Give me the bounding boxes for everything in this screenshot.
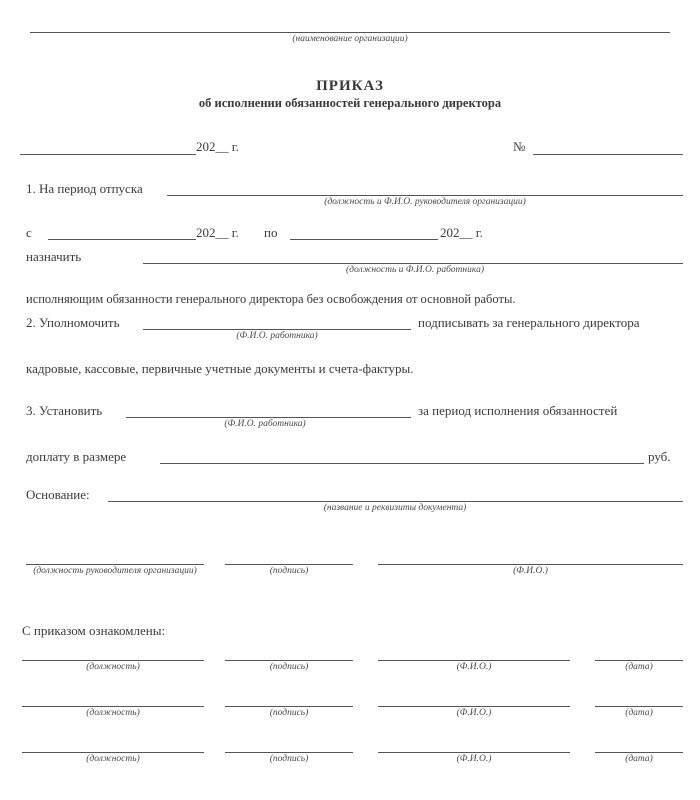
acquaint-fio-caption: (Ф.И.О.): [456, 754, 492, 764]
acquaint-fio-line[interactable]: [378, 706, 570, 707]
acquaint-date-line[interactable]: [595, 660, 683, 661]
sign-signature-line[interactable]: [225, 564, 353, 565]
assignee-caption: (должность и Ф.И.О. работника): [345, 265, 485, 275]
basis-label: Основание:: [26, 487, 90, 502]
item2-docs-text: кадровые, кассовые, первичные учетные документы и счета-фактуры.: [26, 361, 414, 376]
acquaint-fio-caption: (Ф.И.О.): [456, 662, 492, 672]
assignee-line[interactable]: [143, 263, 683, 264]
acquaint-date-line[interactable]: [595, 752, 683, 753]
acquaint-position-caption: (должность): [86, 754, 140, 764]
pay-label: доплату в размере: [26, 449, 127, 464]
acquaint-fio-caption: (Ф.И.О.): [456, 708, 492, 718]
page-title: ПРИКАЗ: [316, 78, 384, 94]
acquaint-position-line[interactable]: [22, 660, 204, 661]
from-label: с: [26, 225, 32, 240]
from-year: 202__ г.: [196, 225, 239, 240]
to-year: 202__ г.: [440, 225, 483, 240]
basis-line[interactable]: [108, 501, 683, 502]
acquaint-position-caption: (должность): [86, 662, 140, 672]
acquaint-date-caption: (дата): [625, 708, 653, 718]
sign-signature-caption: (подпись): [269, 566, 309, 576]
acquaint-date-caption: (дата): [625, 662, 653, 672]
page-subtitle: об исполнении обязанностей генерального директора: [198, 96, 502, 110]
authorized-caption: (Ф.И.О. работника): [236, 331, 318, 341]
to-date-line[interactable]: [290, 239, 438, 240]
item2-label: 2. Уполномочить: [26, 315, 120, 330]
acquaint-date-caption: (дата): [625, 754, 653, 764]
sign-fio-caption: (Ф.И.О.): [513, 566, 548, 576]
employee-caption: (Ф.И.О. работника): [224, 419, 306, 429]
date-year: 202__ г.: [196, 139, 239, 154]
item3-label: 3. Установить: [26, 403, 103, 418]
duty-text: исполняющим обязанности генерального директора без освобождения от основной работы.: [26, 292, 516, 306]
sign-position-caption: (должность руководителя организации): [33, 566, 197, 576]
org-name-line[interactable]: [30, 32, 670, 33]
basis-caption: (название и реквизиты документа): [323, 503, 467, 513]
acquaint-date-line[interactable]: [595, 706, 683, 707]
org-name-caption: (наименование организации): [292, 34, 408, 44]
sign-position-line[interactable]: [26, 564, 204, 565]
acquainted-label: С приказом ознакомлены:: [22, 623, 166, 638]
from-date-line[interactable]: [48, 239, 196, 240]
director-caption: (должность и Ф.И.О. руководителя организации): [324, 197, 526, 207]
number-label: №: [513, 139, 526, 154]
pay-amount-line[interactable]: [160, 463, 644, 464]
acquaint-signature-caption: (подпись): [269, 662, 309, 672]
to-label: по: [264, 225, 278, 240]
acquaint-fio-line[interactable]: [378, 752, 570, 753]
acquaint-fio-line[interactable]: [378, 660, 570, 661]
sign-fio-line[interactable]: [378, 564, 683, 565]
order-number-line[interactable]: [533, 154, 683, 155]
acquaint-signature-caption: (подпись): [269, 708, 309, 718]
item2-right-text: подписывать за генерального директора: [418, 315, 640, 330]
acquaint-signature-line[interactable]: [225, 706, 353, 707]
acquaint-signature-line[interactable]: [225, 752, 353, 753]
acquaint-position-line[interactable]: [22, 752, 204, 753]
assign-label: назначить: [26, 249, 82, 264]
employee-line[interactable]: [126, 417, 411, 418]
date-line[interactable]: [20, 154, 196, 155]
authorized-line[interactable]: [143, 329, 411, 330]
item3-right-text: за период исполнения обязанностей: [418, 403, 618, 418]
director-line[interactable]: [167, 195, 683, 196]
item1-label: 1. На период отпуска: [26, 181, 143, 196]
acquaint-signature-line[interactable]: [225, 660, 353, 661]
acquaint-position-caption: (должность): [86, 708, 140, 718]
acquaint-position-line[interactable]: [22, 706, 204, 707]
acquaint-signature-caption: (подпись): [269, 754, 309, 764]
rub-label: руб.: [648, 449, 671, 464]
